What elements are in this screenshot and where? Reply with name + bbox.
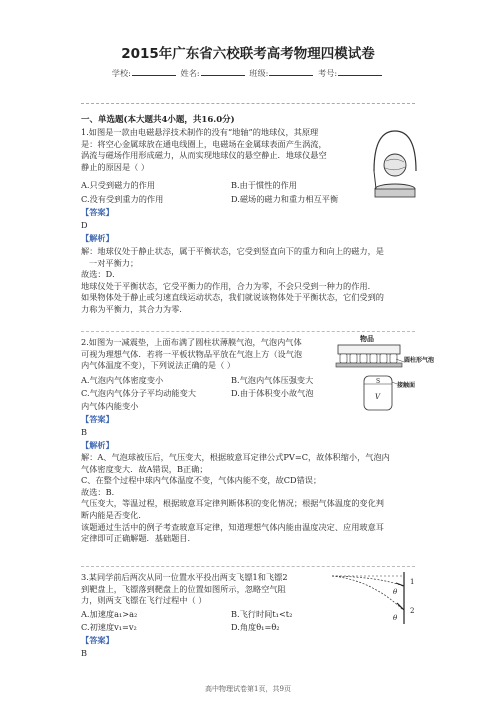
q1-analysis-tag: 【解析】: [81, 233, 114, 243]
q2-option-c[interactable]: C.气泡内气体分子平均动能变大: [81, 388, 197, 398]
q2-analysis-line: 该题通过生活中的例子考查玻意耳定律，知道理想气体内能由温度决定、应用玻意耳: [81, 521, 384, 532]
q2-stem-line: 内气体温度不变），下列说法正确的是（ ）: [81, 360, 236, 371]
fig-bubble: [380, 354, 387, 363]
q3-stem-line: 到靶盘上，飞镖落到靶盘上的位置如图所示，忽略空气阻: [81, 583, 286, 594]
q2-option-d-cont: 内气体内能变小: [81, 401, 139, 411]
q2-stem-line: 2.如图为一减震垫，上面布满了圆柱状薄膜气泡，气泡内气体: [81, 337, 302, 347]
q3-option-c[interactable]: C.初速度v₁=v₂: [81, 622, 137, 632]
floating-globe-figure: [366, 127, 424, 207]
q1-option-d[interactable]: D.磁场的磁力和重力相互平衡: [231, 194, 339, 204]
fig-bubble: [340, 354, 347, 363]
q1-analysis-line: 一对平衡力；: [89, 257, 139, 268]
q2-option-a[interactable]: A.气泡内气体密度变小: [81, 375, 164, 385]
q2-analysis-line: 故选：B．: [81, 486, 120, 497]
fig-label-theta2: θ: [393, 614, 398, 622]
q3-stem-line: 力，则两支飞镖在飞行过程中（ ）: [81, 595, 207, 606]
q2-option-d[interactable]: D.由于体积变小故气泡: [231, 388, 314, 398]
fig-label-v: V: [375, 393, 381, 401]
q3-option-a[interactable]: A.加速度a₁>a₂: [81, 609, 138, 619]
q1-option-b[interactable]: B.由于惯性的作用: [231, 180, 297, 190]
q2-analysis-line: 解：A、气泡球被压后，气压变大，根据玻意耳定律公式PV=C，故体积缩小，气泡内: [81, 452, 390, 462]
q1-analysis-line: 故选：D．: [81, 269, 121, 280]
q2-analysis-line: 气体密度变大．故A错误，B正确；: [81, 463, 208, 474]
q3-stem-line: 3.某同学前后两次从同一位置水平投出两支飞镖1和飞镖2: [81, 572, 288, 582]
student-info-line: [0, 67, 496, 79]
fig-label-film: 圆柱形气泡: [404, 357, 435, 364]
fig-label-contact: 接触面: [397, 382, 416, 389]
q2-analysis-line: 定律即可正确解题．基础题目．: [81, 533, 196, 544]
question-divider: [81, 566, 415, 567]
q1-analysis-line: 解：地球仪处于静止状态，属于平衡状态，它受到竖直向下的重力和向上的磁力，是: [81, 246, 384, 256]
q3-stem: [81, 572, 371, 607]
q2-stem: [81, 337, 351, 372]
globe-base-side: [375, 189, 415, 197]
globe-sphere: [384, 154, 406, 176]
q1-option-a[interactable]: A.只受到磁力的作用: [81, 180, 156, 190]
exam-no-label: 考号:: [318, 68, 338, 78]
school-label: 学校:: [111, 68, 131, 78]
q1-stem-line: 涡流与磁场作用形成磁力，从而实现地球仪的悬空静止．地球仪悬空: [81, 150, 327, 161]
q3-option-b[interactable]: B.飞行时间t₁<t₂: [231, 609, 293, 619]
q2-analysis-line: 断内能是否变化．: [81, 509, 147, 520]
q1-stem-line: 1.如图是一款由电磁悬浮技术制作的没有“地轴”的地球仪，其原理: [81, 127, 319, 137]
q1-answer: D: [81, 220, 88, 230]
q1-stem: [81, 127, 361, 173]
q1-stem-line: 静止的原因是（ ）: [81, 161, 150, 172]
q1-analysis: [81, 246, 421, 316]
q2-analysis-line: 气压变大，等温过程，根据玻意耳定律判断体积的变化情况；根据气体温度的变化判: [81, 498, 384, 509]
shock-pad-figure: [334, 332, 435, 414]
q3-answer-tag: 【答案】: [81, 635, 114, 645]
q2-option-b[interactable]: B.气泡内气体压强变大: [231, 375, 314, 385]
q2-answer: B: [81, 427, 88, 437]
fig-label-2: 2: [410, 607, 415, 615]
class-label: 班级:: [249, 68, 269, 78]
q1-analysis-line: 力称为平衡力，其合力为零.: [81, 303, 182, 314]
fig-bubble: [350, 354, 357, 363]
name-blank[interactable]: [201, 67, 245, 76]
header-divider: [81, 103, 415, 104]
fig-label-item: 物品: [360, 335, 374, 343]
dart-figure: [330, 570, 422, 628]
q1-option-c[interactable]: C.没有受到重力的作用: [81, 194, 164, 204]
fig-label-theta1: θ: [393, 588, 398, 596]
fig-label-s: S: [376, 378, 381, 385]
q1-answer-tag: 【答案】: [81, 207, 114, 217]
q2-analysis: [81, 452, 421, 545]
fig-dart-1: [396, 583, 404, 586]
globe-stand-leg: [374, 171, 376, 189]
q3-answer: B: [81, 648, 88, 658]
fig-bubble: [360, 354, 367, 363]
exam-no-blank[interactable]: [338, 67, 382, 76]
q1-analysis-line: 如果物体处于静止或匀速直线运动状态，我们就说该物体处于平衡状态，它们受到的: [81, 292, 384, 303]
q1-stem-line: 是：将空心金属球放在通电线圈上，电磁场在金属球表面产生涡流，: [81, 138, 327, 149]
q2-stem-line: 可视为理想气体．若将一平板状物品平放在气泡上方（设气泡: [81, 348, 303, 359]
fig-bubble: [390, 354, 397, 363]
q2-analysis-tag: 【解析】: [81, 440, 114, 450]
q2-analysis-line: C、在整个过程中球内气体温度不变，气体内能不变，故CD错误；: [81, 475, 322, 486]
q2-answer-tag: 【答案】: [81, 414, 114, 424]
fig-base-film: [336, 363, 402, 367]
school-blank[interactable]: [132, 67, 176, 76]
q3-option-d[interactable]: D.角度θ₁=θ₂: [231, 622, 280, 632]
fig-label-1: 1: [410, 578, 415, 586]
name-label: 姓名:: [180, 68, 200, 78]
fig-item-plate: [338, 345, 400, 354]
fig-bubble: [370, 354, 377, 363]
q1-analysis-line: 地球仪处于平衡状态，它受平衡力的作用，合力为零，不会只受到一种力的作用．: [81, 280, 376, 291]
exam-title: 2015年广东省六校联考高考物理四模试卷: [121, 46, 375, 62]
class-blank[interactable]: [269, 67, 313, 76]
page-footer: 高中物理试卷第1页，共9页: [205, 685, 291, 693]
fig-dart-2: [397, 603, 404, 610]
section-heading: 一、单选题(本大题共4小题，共16.0分): [81, 115, 235, 125]
fig-bubbles: [340, 354, 397, 363]
